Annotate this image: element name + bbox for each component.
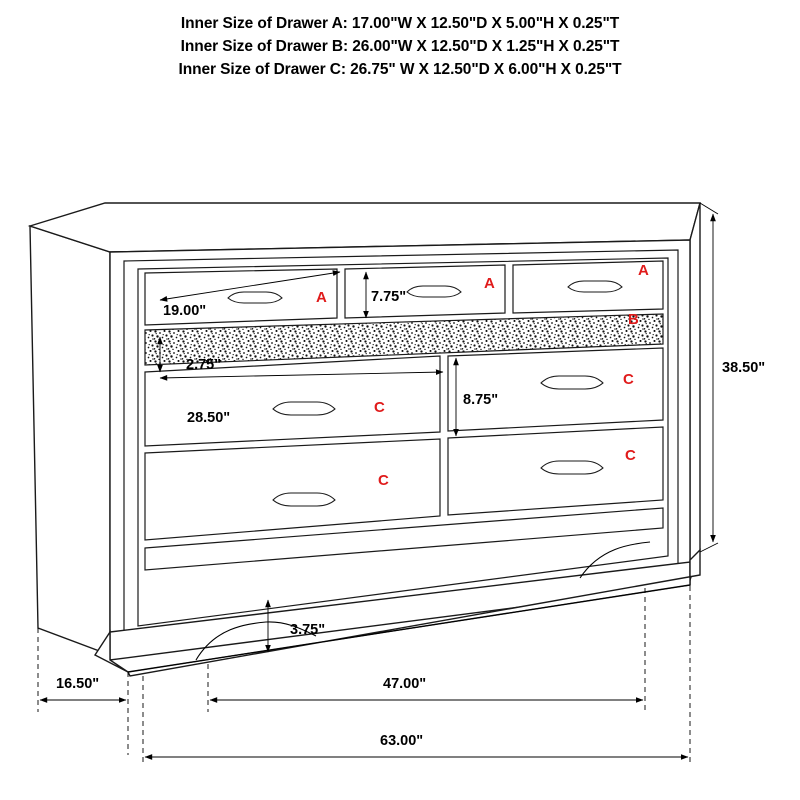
ext-line-height-top xyxy=(700,203,718,214)
handle-c-right-lower[interactable] xyxy=(541,461,603,474)
handle-c-center-upper[interactable] xyxy=(273,402,335,415)
dim-label-overall-width: 63.00" xyxy=(380,733,424,749)
dim-label-drawer-b-height: 2.75" xyxy=(186,357,222,373)
drawer-label-c-right-lower: C xyxy=(625,447,636,464)
drawer-c-right-upper xyxy=(448,348,663,431)
dim-label-base-height: 3.75" xyxy=(290,622,326,638)
dim-label-base-width: 47.00" xyxy=(383,676,427,692)
spec-line-drawer-b: Inner Size of Drawer B: 26.00"W X 12.50"D X 1.25"H X 0.25"T xyxy=(180,38,620,55)
dim-label-drawer-a-width: 19.00" xyxy=(163,303,207,319)
handle-a-right[interactable] xyxy=(568,281,622,292)
right-outer-edge xyxy=(690,203,700,580)
dim-label-depth: 16.50" xyxy=(56,676,100,692)
drawer-label-a-center: A xyxy=(484,275,495,292)
dim-label-drawer-c-height: 8.75" xyxy=(463,392,499,408)
dresser-body xyxy=(30,203,700,676)
drawer-label-b-right: B xyxy=(628,311,639,328)
drawer-label-c-center-upper: C xyxy=(374,399,385,416)
handle-a-left[interactable] xyxy=(228,292,282,303)
spec-line-drawer-a: Inner Size of Drawer A: 17.00"W X 12.50"D X 5.00"H X 0.25"T xyxy=(180,15,620,32)
handle-a-center[interactable] xyxy=(407,286,461,297)
drawer-label-c-center-lower: C xyxy=(378,472,389,489)
spec-line-drawer-c: Inner Size of Drawer C: 26.75" W X 12.50"D X 6.00"H X 0.25"T xyxy=(178,61,622,78)
dim-label-drawer-c-width: 28.50" xyxy=(187,410,231,426)
handle-c-center-lower[interactable] xyxy=(273,493,335,506)
drawer-label-a-left: A xyxy=(316,289,327,306)
left-side-panel xyxy=(30,226,110,655)
ext-line-height-bottom xyxy=(700,543,718,552)
drawer-label-a-right: A xyxy=(638,262,649,279)
dim-label-overall-height: 38.50" xyxy=(722,360,766,376)
drawer-label-c-right-upper: C xyxy=(623,371,634,388)
handle-c-right-upper[interactable] xyxy=(541,376,603,389)
dim-label-drawer-a-height: 7.75" xyxy=(371,289,407,305)
